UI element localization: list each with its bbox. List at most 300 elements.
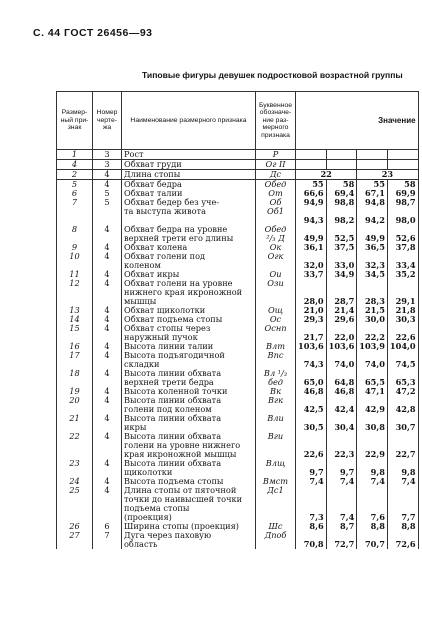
table-row — [57, 288, 419, 297]
table-row — [57, 252, 419, 261]
value-cell: 9,8 — [387, 468, 418, 477]
value-cell: 34,5 — [357, 270, 388, 279]
feature-symbol: Влщ — [256, 459, 296, 468]
value-cell: 42,8 — [387, 405, 418, 414]
value-cell: 94,9 — [296, 198, 327, 207]
value-cell — [387, 279, 418, 288]
value-cell — [387, 504, 418, 513]
feature-name: Высота линии обхвата — [122, 369, 256, 378]
value-cell: 94,8 — [357, 198, 388, 207]
value-cell — [296, 432, 327, 441]
value-cell: 33,7 — [296, 270, 327, 279]
table-row — [57, 369, 419, 378]
table-row — [57, 243, 419, 252]
feature-number — [57, 423, 93, 432]
header-feature-name: Наименование размерного признака — [122, 92, 256, 150]
table-row — [57, 504, 419, 513]
feature-number: 25 — [57, 486, 93, 495]
feature-symbol — [256, 261, 296, 270]
table-row — [57, 315, 419, 324]
feature-name: точки до наивысшей точки — [122, 495, 256, 504]
value-cell: 103,6 — [326, 342, 357, 351]
feature-number — [57, 450, 93, 459]
value-cell: 98,8 — [326, 198, 357, 207]
value-cell: 64,8 — [326, 378, 357, 387]
value-cell — [387, 441, 418, 450]
feature-name: та выступа живота — [122, 207, 256, 216]
value-cell — [326, 432, 357, 441]
feature-number: 1 — [57, 150, 93, 160]
table-row — [57, 234, 419, 243]
value-cell — [387, 351, 418, 360]
figure-number: 4 — [93, 315, 122, 324]
value-cell: 74,0 — [357, 360, 388, 369]
table-row — [57, 468, 419, 477]
value-cell: 32,3 — [357, 261, 388, 270]
feature-number — [57, 333, 93, 342]
figure-number: 4 — [93, 243, 122, 252]
value-cell: 7,4 — [387, 477, 418, 486]
value-cell — [326, 414, 357, 423]
value-cell: 21,8 — [387, 306, 418, 315]
table-row — [57, 387, 419, 396]
value-cell — [387, 207, 418, 216]
table-row — [57, 216, 419, 225]
feature-symbol: Впс — [256, 351, 296, 360]
header-figure-number: Номер черте-жа — [93, 92, 122, 150]
table-row — [57, 360, 419, 369]
feature-name: складки — [122, 360, 256, 369]
table-row — [57, 351, 419, 360]
value-cell: 70,7 — [357, 540, 388, 549]
value-cell: 7,4 — [296, 477, 327, 486]
figure-number: 4 — [93, 279, 122, 288]
value-cell: 21,5 — [357, 306, 388, 315]
feature-name: Высота коленной точки — [122, 387, 256, 396]
figure-number: 4 — [93, 324, 122, 333]
feature-symbol — [256, 540, 296, 549]
feature-name: голени под коленом — [122, 405, 256, 414]
table-row — [57, 522, 419, 531]
value-cell: 9,7 — [296, 468, 327, 477]
size-22: 22 — [296, 170, 357, 180]
value-cell: 30,0 — [357, 315, 388, 324]
figure-number — [93, 513, 122, 522]
value-cell — [296, 504, 327, 513]
value-cell: 7,3 — [296, 513, 327, 522]
feature-number: 26 — [57, 522, 93, 531]
value-cell — [326, 225, 357, 234]
feature-symbol: Об — [256, 198, 296, 207]
table-row — [57, 170, 419, 180]
value-cell — [357, 459, 388, 468]
feature-number: 9 — [57, 243, 93, 252]
feature-symbol: Ощ — [256, 306, 296, 315]
feature-number: 21 — [57, 414, 93, 423]
value-cell: 74,3 — [296, 360, 327, 369]
table-row — [57, 150, 419, 160]
value-cell — [357, 351, 388, 360]
feature-number: 16 — [57, 342, 93, 351]
feature-symbol — [256, 513, 296, 522]
feature-name: Обхват икры — [122, 270, 256, 279]
feature-symbol: Вгк — [256, 396, 296, 405]
feature-name: верхней трети бедра — [122, 378, 256, 387]
feature-name: Высота линии обхвата — [122, 396, 256, 405]
figure-number: 4 — [93, 369, 122, 378]
value-cell: 47,2 — [387, 387, 418, 396]
table-row — [57, 333, 419, 342]
feature-symbol: Оснп — [256, 324, 296, 333]
value-cell: 98,0 — [387, 216, 418, 225]
value-cell: 9,8 — [357, 468, 388, 477]
value-cell: 30,7 — [387, 423, 418, 432]
feature-number — [57, 513, 93, 522]
value-cell — [296, 351, 327, 360]
feature-symbol — [256, 405, 296, 414]
value-cell: 98,7 — [387, 198, 418, 207]
value-cell — [326, 252, 357, 261]
table-row — [57, 450, 419, 459]
table-row — [57, 189, 419, 198]
feature-symbol: Вги — [256, 432, 296, 441]
feature-symbol — [256, 423, 296, 432]
table-row — [57, 396, 419, 405]
value-cell: 74,5 — [387, 360, 418, 369]
feature-number — [57, 288, 93, 297]
table-row — [57, 261, 419, 270]
value-cell: 32,0 — [296, 261, 327, 270]
value-cell — [296, 369, 327, 378]
value-cell — [296, 324, 327, 333]
value-cell — [326, 504, 357, 513]
value-cell: 65,5 — [357, 378, 388, 387]
feature-number — [57, 234, 93, 243]
value-cell — [357, 288, 388, 297]
value-cell: 7,7 — [387, 513, 418, 522]
figure-number — [93, 495, 122, 504]
figure-number — [93, 468, 122, 477]
figure-number: 4 — [93, 170, 122, 180]
value-cell: 34,9 — [326, 270, 357, 279]
value-cell: 104,0 — [387, 342, 418, 351]
feature-symbol: Об1 — [256, 207, 296, 216]
feature-symbol: ²/₃ Д — [256, 234, 296, 243]
value-cell — [296, 252, 327, 261]
value-cell: 47,1 — [357, 387, 388, 396]
feature-number: 13 — [57, 306, 93, 315]
feature-number — [57, 504, 93, 513]
value-cell: 22,7 — [387, 450, 418, 459]
value-cell: 94,3 — [296, 216, 327, 225]
feature-symbol: Дпоб — [256, 531, 296, 540]
table-row — [57, 342, 419, 351]
feature-number: 22 — [57, 432, 93, 441]
value-cell — [326, 288, 357, 297]
value-cell: 49,9 — [296, 234, 327, 243]
figure-number: 3 — [93, 150, 122, 160]
table-row — [57, 513, 419, 522]
feature-name: Высота подъема стопы — [122, 477, 256, 486]
feature-symbol — [256, 450, 296, 459]
figure-number: 4 — [93, 396, 122, 405]
value-cell: 22,9 — [357, 450, 388, 459]
feature-name: подъема стопы — [122, 504, 256, 513]
figure-number — [93, 423, 122, 432]
value-cell — [326, 207, 357, 216]
value-cell: 65,0 — [296, 378, 327, 387]
feature-name: Обхват щиколотки — [122, 306, 256, 315]
value-cell: 98,2 — [326, 216, 357, 225]
feature-symbol: Ос — [256, 315, 296, 324]
feature-name: Обхват бедер без уче- — [122, 198, 256, 207]
value-cell: 42,4 — [326, 405, 357, 414]
value-cell: 22,2 — [357, 333, 388, 342]
feature-symbol: Р — [256, 150, 296, 160]
feature-name: наружный пучок — [122, 333, 256, 342]
value-cell — [387, 288, 418, 297]
feature-number: 23 — [57, 459, 93, 468]
feature-number: 20 — [57, 396, 93, 405]
value-cell: 72,6 — [387, 540, 418, 549]
feature-symbol — [256, 360, 296, 369]
value-cell — [357, 441, 388, 450]
value-cell: 49,9 — [357, 234, 388, 243]
value-cell: 9,7 — [326, 468, 357, 477]
value-cell: 33,0 — [326, 261, 357, 270]
feature-name: Высота линии обхвата — [122, 459, 256, 468]
feature-name: Обхват голени под — [122, 252, 256, 261]
measurements-table — [56, 91, 419, 549]
table-row — [57, 441, 419, 450]
value-cell: 36,1 — [296, 243, 327, 252]
figure-number: 7 — [93, 531, 122, 540]
value-cell: 21,0 — [296, 306, 327, 315]
value-cell: 94,2 — [357, 216, 388, 225]
value-cell: 22,0 — [326, 333, 357, 342]
value-cell: 55 — [357, 180, 388, 190]
value-cell — [357, 531, 388, 540]
value-cell — [387, 459, 418, 468]
value-cell: 65,3 — [387, 378, 418, 387]
feature-number: 8 — [57, 225, 93, 234]
value-cell — [296, 288, 327, 297]
figure-number: 4 — [93, 225, 122, 234]
feature-number: 19 — [57, 387, 93, 396]
figure-number — [93, 360, 122, 369]
feature-symbol — [256, 495, 296, 504]
value-cell: 22,6 — [387, 333, 418, 342]
value-cell — [387, 225, 418, 234]
value-cell — [387, 160, 418, 170]
value-cell — [387, 324, 418, 333]
table-row — [57, 225, 419, 234]
value-cell — [357, 279, 388, 288]
table-row — [57, 432, 419, 441]
feature-name: Обхват колена — [122, 243, 256, 252]
value-cell — [387, 486, 418, 495]
table-row — [57, 378, 419, 387]
table-row — [57, 160, 419, 170]
feature-number: 17 — [57, 351, 93, 360]
value-cell: 42,5 — [296, 405, 327, 414]
feature-symbol — [256, 468, 296, 477]
value-cell: 58 — [387, 180, 418, 190]
figure-number: 4 — [93, 459, 122, 468]
value-cell: 7,4 — [326, 477, 357, 486]
value-cell — [357, 324, 388, 333]
table-row — [57, 486, 419, 495]
value-cell — [296, 414, 327, 423]
feature-number: 7 — [57, 198, 93, 207]
feature-symbol: От — [256, 189, 296, 198]
value-cell: 72,7 — [326, 540, 357, 549]
figure-number: 4 — [93, 180, 122, 190]
header-value: Значение — [296, 92, 419, 150]
value-cell — [357, 396, 388, 405]
feature-number: 12 — [57, 279, 93, 288]
feature-name: Высота линии обхвата — [122, 432, 256, 441]
value-cell — [296, 396, 327, 405]
value-cell — [387, 432, 418, 441]
feature-name: Обхват голени на уровне — [122, 279, 256, 288]
feature-number — [57, 540, 93, 549]
feature-symbol: Дс1 — [256, 486, 296, 495]
value-cell — [296, 495, 327, 504]
feature-number — [57, 405, 93, 414]
header-symbol: Буквенное обозначе-ние раз-мерного признака — [256, 92, 296, 150]
feature-number — [57, 261, 93, 270]
value-cell — [296, 279, 327, 288]
value-cell — [357, 414, 388, 423]
feature-name: Длина стопы — [122, 170, 256, 180]
feature-symbol: Вл ¹/₃ — [256, 369, 296, 378]
table-row — [57, 306, 419, 315]
value-cell: 7,6 — [357, 513, 388, 522]
feature-number — [57, 297, 93, 306]
feature-number — [57, 495, 93, 504]
feature-number — [57, 378, 93, 387]
value-cell: 103,6 — [296, 342, 327, 351]
table-row — [57, 405, 419, 414]
value-cell — [296, 160, 327, 170]
figure-number — [93, 333, 122, 342]
value-cell — [326, 441, 357, 450]
figure-number — [93, 450, 122, 459]
value-cell: 7,4 — [326, 513, 357, 522]
table-row — [57, 423, 419, 432]
figure-number: 4 — [93, 477, 122, 486]
feature-number: 5 — [57, 180, 93, 190]
page-header: С. 44 ГОСТ 26456—93 — [33, 27, 153, 39]
value-cell: 28,3 — [357, 297, 388, 306]
value-cell — [296, 150, 327, 160]
feature-number: 24 — [57, 477, 93, 486]
figure-number — [93, 441, 122, 450]
value-cell: 66,6 — [296, 189, 327, 198]
header-feature-number: Размер-ный при-знак — [57, 92, 93, 150]
feature-symbol: Вк — [256, 387, 296, 396]
figure-number: 4 — [93, 414, 122, 423]
figure-number — [93, 540, 122, 549]
value-cell — [387, 495, 418, 504]
feature-number — [57, 468, 93, 477]
value-cell — [357, 495, 388, 504]
figure-number: 4 — [93, 252, 122, 261]
value-cell: 30,5 — [296, 423, 327, 432]
value-cell: 21,7 — [296, 333, 327, 342]
value-cell: 37,8 — [387, 243, 418, 252]
feature-number: 11 — [57, 270, 93, 279]
table-row — [57, 297, 419, 306]
value-cell — [326, 160, 357, 170]
value-cell — [326, 369, 357, 378]
figure-number: 4 — [93, 432, 122, 441]
value-cell: 21,4 — [326, 306, 357, 315]
value-cell: 69,9 — [387, 189, 418, 198]
value-cell — [326, 396, 357, 405]
figure-number — [93, 297, 122, 306]
value-cell: 7,4 — [357, 477, 388, 486]
value-cell — [326, 486, 357, 495]
value-cell — [326, 459, 357, 468]
feature-name: Высота линии обхвата — [122, 414, 256, 423]
feature-name: нижнего края икроножной — [122, 288, 256, 297]
table-row — [57, 459, 419, 468]
feature-number — [57, 207, 93, 216]
figure-number — [93, 261, 122, 270]
value-cell: 22,3 — [326, 450, 357, 459]
feature-name: Обхват стопы через — [122, 324, 256, 333]
value-cell — [357, 225, 388, 234]
figure-number: 4 — [93, 342, 122, 351]
value-cell: 52,6 — [387, 234, 418, 243]
value-cell: 28,0 — [296, 297, 327, 306]
figure-number — [93, 288, 122, 297]
feature-name: края икроножной мышцы — [122, 450, 256, 459]
value-cell — [326, 150, 357, 160]
figure-number: 5 — [93, 189, 122, 198]
value-cell — [387, 531, 418, 540]
table-row — [57, 495, 419, 504]
value-cell: 52,5 — [326, 234, 357, 243]
value-cell — [326, 531, 357, 540]
value-cell — [326, 495, 357, 504]
figure-number: 4 — [93, 270, 122, 279]
feature-name: Высота подъягодичной — [122, 351, 256, 360]
feature-number — [57, 216, 93, 225]
feature-name: щиколотки — [122, 468, 256, 477]
feature-symbol: Обед — [256, 180, 296, 190]
feature-name: верхней трети его длины — [122, 234, 256, 243]
value-cell — [387, 396, 418, 405]
table-row — [57, 477, 419, 486]
value-cell: 8,8 — [357, 522, 388, 531]
feature-name: Рост — [122, 150, 256, 160]
feature-number: 27 — [57, 531, 93, 540]
figure-number — [93, 207, 122, 216]
table-row — [57, 279, 419, 288]
feature-name: Обхват подъема стопы — [122, 315, 256, 324]
feature-name: икры — [122, 423, 256, 432]
value-cell — [296, 441, 327, 450]
value-cell — [357, 160, 388, 170]
figure-number: 4 — [93, 351, 122, 360]
value-cell: 67,1 — [357, 189, 388, 198]
value-cell — [357, 252, 388, 261]
table-row — [57, 540, 419, 549]
table-row — [57, 207, 419, 216]
